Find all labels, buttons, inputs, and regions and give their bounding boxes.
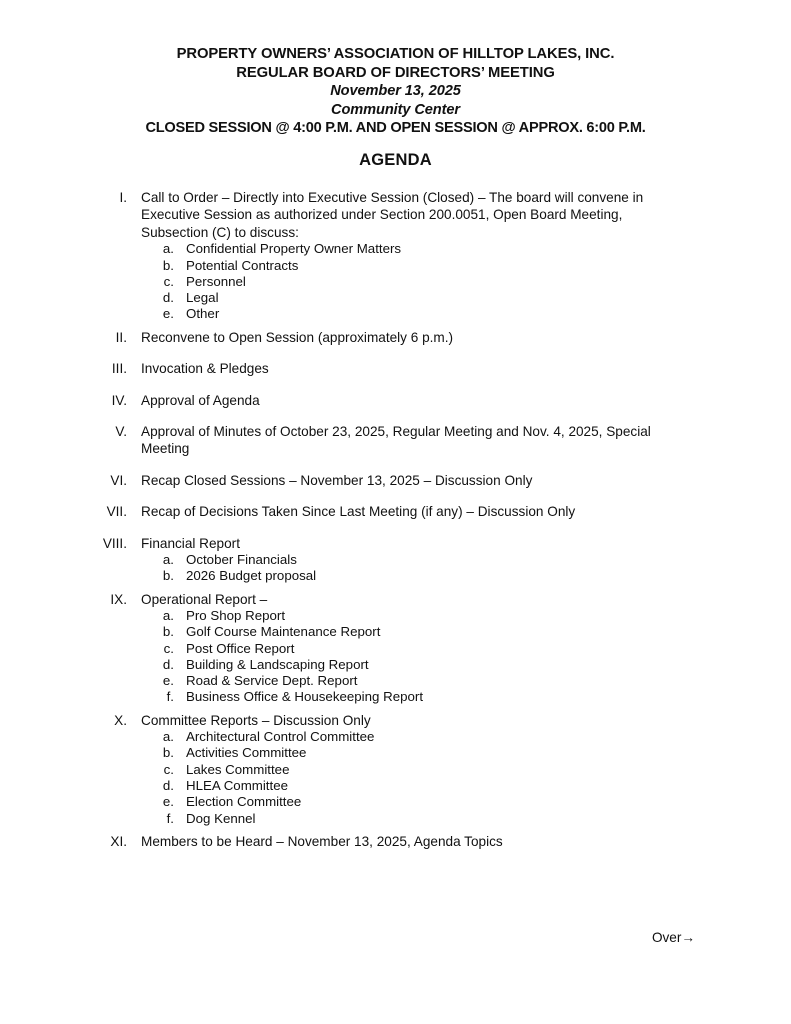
- agenda-item: [0, 503, 791, 520]
- agenda-sub-list: [0, 552, 791, 585]
- agenda-sub-text: Pro Shop Report: [186, 607, 286, 623]
- organization-name: PROPERTY OWNERS’ ASSOCIATION OF HILLTOP LAKES, INC.: [176, 46, 615, 62]
- agenda-sub-item: [0, 624, 791, 640]
- agenda-sub-item: [0, 811, 791, 827]
- agenda-sub-text: Building & Landscaping Report: [186, 656, 369, 672]
- agenda-item-text: Invocation & Pledges: [141, 361, 269, 377]
- agenda-sub-item: [0, 306, 791, 322]
- agenda-item: [0, 535, 791, 585]
- agenda-sub-item: [0, 274, 791, 290]
- agenda-sub-item: [0, 762, 791, 778]
- agenda-item: [0, 472, 791, 489]
- agenda-item-row: [0, 329, 791, 346]
- agenda-sub-item: [0, 657, 791, 673]
- agenda-item-row: [0, 591, 791, 608]
- meeting-location: Community Center: [331, 101, 460, 118]
- meeting-date: November 13, 2025: [330, 83, 461, 99]
- agenda-item-text: Recap of Decisions Taken Since Last Meeting (if any) – Discussion Only: [141, 504, 576, 520]
- agenda-item-numeral: IX.: [110, 591, 127, 607]
- agenda-sub-list: [0, 729, 791, 827]
- agenda-sub-letter: e.: [162, 306, 174, 322]
- agenda-item: [0, 423, 791, 458]
- agenda-item-numeral: IV.: [111, 392, 127, 408]
- agenda-item-text: Members to be Heard – November 13, 2025, Agenda Topics: [141, 833, 503, 849]
- agenda-sub-text: Legal: [186, 290, 219, 306]
- agenda-sub-letter: d.: [162, 656, 174, 672]
- agenda-sub-letter: f.: [166, 689, 174, 705]
- agenda-item: [0, 833, 791, 850]
- agenda-sub-letter: a.: [162, 729, 174, 745]
- agenda-sub-text: Golf Course Maintenance Report: [186, 624, 381, 640]
- agenda-item-numeral: V.: [115, 423, 127, 439]
- agenda-sub-item: [0, 641, 791, 657]
- meeting-times: CLOSED SESSION @ 4:00 P.M. AND OPEN SESSION @ APPROX. 6:00 P.M.: [145, 120, 646, 136]
- agenda-item-row: [0, 472, 791, 489]
- agenda-item-row: [0, 360, 791, 377]
- agenda-sub-text: Post Office Report: [186, 640, 295, 656]
- agenda-item: [0, 329, 791, 346]
- agenda-item-row: [0, 392, 791, 409]
- agenda-sub-letter: d.: [162, 290, 174, 306]
- agenda-sub-item: [0, 290, 791, 306]
- agenda-sub-item: [0, 241, 791, 257]
- agenda-sub-letter: a.: [162, 607, 174, 623]
- agenda-sub-item: [0, 689, 791, 705]
- agenda-sub-item: [0, 778, 791, 794]
- agenda-item: [0, 712, 791, 827]
- agenda-item-text: Committee Reports – Discussion Only: [141, 712, 371, 728]
- agenda-sub-text: Election Committee: [186, 794, 302, 810]
- agenda-item-text: Approval of Agenda: [141, 392, 260, 408]
- agenda-sub-letter: b.: [162, 745, 174, 761]
- agenda-sub-text: 2026 Budget proposal: [186, 568, 317, 584]
- agenda-sub-letter: b.: [162, 624, 174, 640]
- agenda-sub-text: Architectural Control Committee: [186, 729, 375, 745]
- agenda-sub-letter: c.: [163, 273, 174, 289]
- agenda-sub-letter: a.: [162, 241, 174, 257]
- agenda-sub-letter: c.: [163, 761, 174, 777]
- agenda-sub-list: [0, 241, 791, 322]
- agenda-list: [0, 189, 791, 864]
- agenda-item-text: Call to Order – Directly into Executive Session (Closed) – The board will convene in Executive Session as authorized under Section 200.0051, Open Board Meeting, Subsection (C) to discuss:: [141, 190, 644, 240]
- page-title: AGENDA: [359, 151, 432, 169]
- agenda-sub-letter: b.: [162, 257, 174, 273]
- agenda-item-text: Reconvene to Open Session (approximately 6 p.m.): [141, 329, 454, 345]
- agenda-item-numeral: VIII.: [102, 535, 127, 551]
- meeting-type: REGULAR BOARD OF DIRECTORS’ MEETING: [236, 64, 555, 81]
- agenda-item: [0, 360, 791, 377]
- agenda-sub-letter: e.: [162, 673, 174, 689]
- agenda-sub-item: [0, 673, 791, 689]
- agenda-sub-item: [0, 608, 791, 624]
- agenda-sub-letter: b.: [162, 568, 174, 584]
- agenda-sub-list: [0, 608, 791, 706]
- agenda-item-numeral: III.: [111, 361, 127, 377]
- agenda-item-numeral: XI.: [110, 833, 127, 849]
- agenda-item-row: [0, 503, 791, 520]
- agenda-sub-item: [0, 729, 791, 745]
- agenda-sub-item: [0, 568, 791, 584]
- agenda-item-numeral: X.: [114, 712, 127, 728]
- agenda-item-numeral: VII.: [106, 504, 127, 520]
- agenda-item-text: Recap Closed Sessions – November 13, 2025 – Discussion Only: [141, 472, 533, 488]
- agenda-item-row: [0, 423, 791, 458]
- agenda-sub-text: Business Office & Housekeeping Report: [186, 689, 424, 705]
- agenda-sub-text: Confidential Property Owner Matters: [186, 241, 402, 257]
- agenda-item-row: [0, 712, 791, 729]
- agenda-item-numeral: I.: [119, 190, 127, 205]
- agenda-sub-item: [0, 794, 791, 810]
- agenda-sub-text: Road & Service Dept. Report: [186, 673, 358, 689]
- agenda-sub-text: HLEA Committee: [186, 778, 288, 794]
- agenda-sub-text: Personnel: [186, 273, 246, 289]
- agenda-item: [0, 189, 791, 323]
- document-header: [0, 45, 791, 138]
- agenda-sub-letter: d.: [162, 778, 174, 794]
- agenda-sub-text: Activities Committee: [186, 745, 307, 761]
- agenda-sub-text: October Financials: [186, 551, 297, 567]
- agenda-item-text: Approval of Minutes of October 23, 2025, Regular Meeting and Nov. 4, 2025, Special Meeting: [141, 423, 651, 457]
- agenda-sub-letter: c.: [163, 640, 174, 656]
- agenda-item-row: [0, 189, 791, 241]
- over-footer: Over→: [651, 930, 695, 945]
- agenda-sub-letter: e.: [162, 794, 174, 810]
- agenda-item: [0, 591, 791, 706]
- agenda-sub-text: Potential Contracts: [186, 257, 299, 273]
- agenda-sub-text: Lakes Committee: [186, 761, 290, 777]
- agenda-sub-item: [0, 745, 791, 761]
- agenda-sub-text: Other: [186, 306, 220, 322]
- agenda-item-numeral: II.: [115, 329, 127, 345]
- agenda-item-text: Operational Report –: [141, 591, 268, 607]
- agenda-item-row: [0, 833, 791, 850]
- agenda-sub-text: Dog Kennel: [186, 810, 256, 826]
- agenda-sub-item: [0, 258, 791, 274]
- agenda-item-row: [0, 535, 791, 552]
- agenda-sub-letter: a.: [162, 551, 174, 567]
- agenda-sub-letter: f.: [166, 810, 174, 826]
- agenda-item: [0, 392, 791, 409]
- agenda-item-numeral: VI.: [110, 472, 127, 488]
- agenda-item-text: Financial Report: [141, 535, 240, 551]
- agenda-sub-item: [0, 552, 791, 568]
